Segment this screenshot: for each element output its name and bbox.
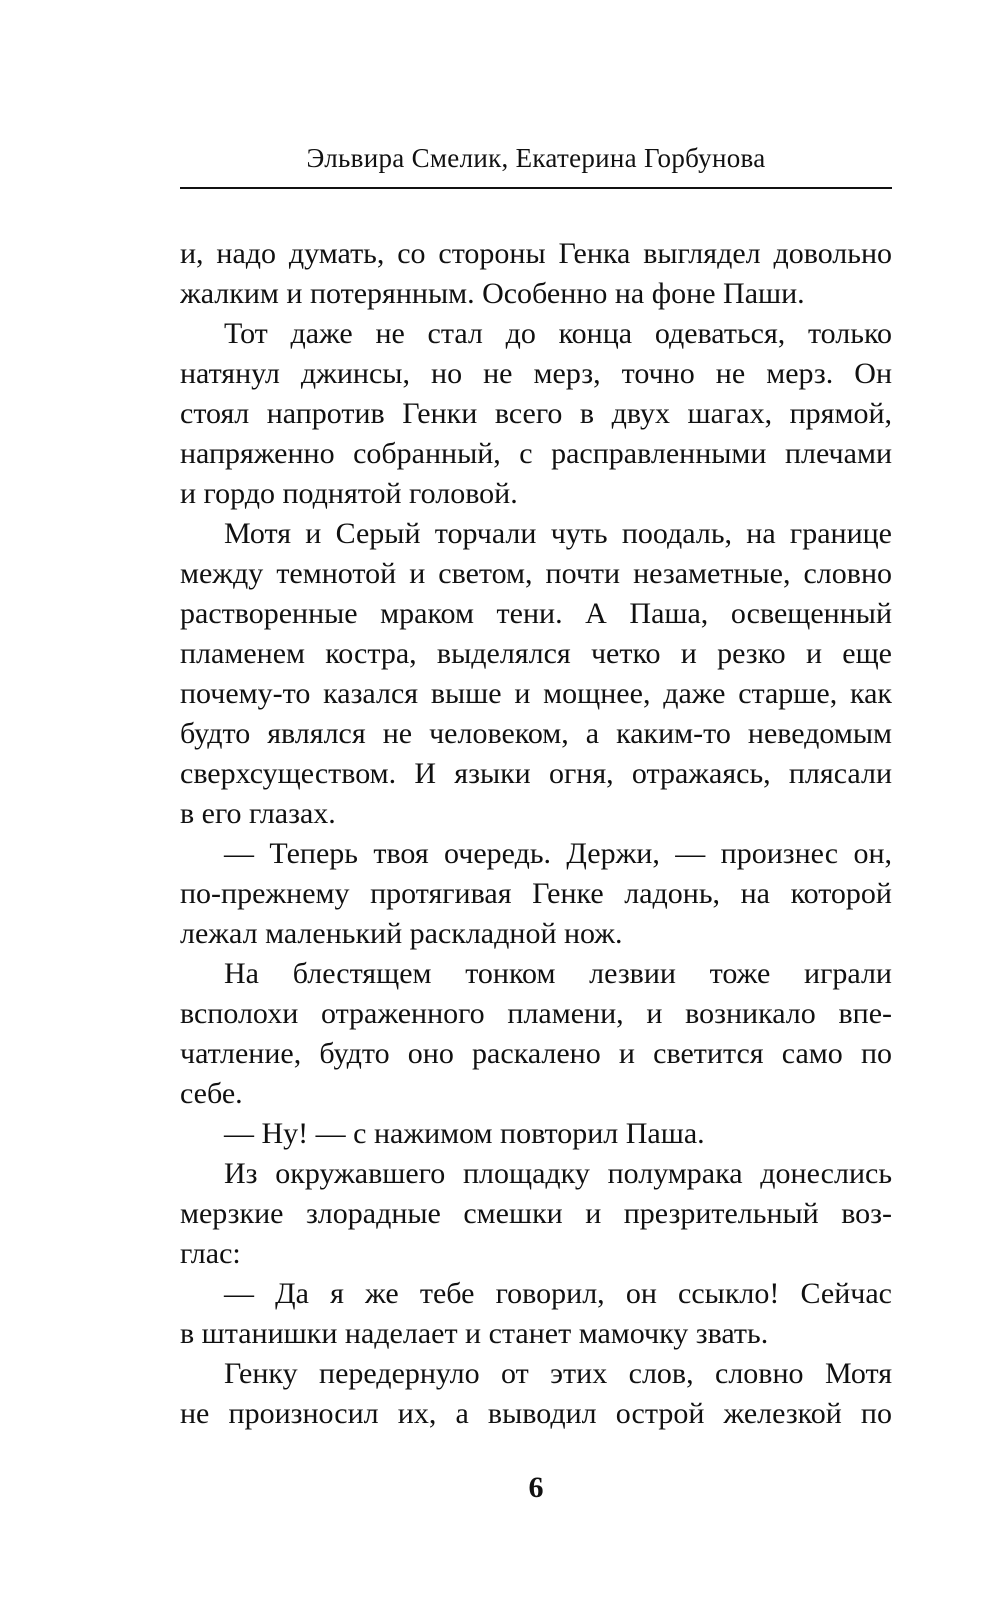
text-line: напряженно собранный, с расправленными плечами [180, 437, 892, 470]
text-line: не произносил их, а выводил острой железкой по [180, 1397, 892, 1430]
text-line: будто являлся не человеком, а каким-то неведомым [180, 717, 892, 750]
text-line: по-прежнему протягивая Генке ладонь, на которой [180, 877, 892, 910]
text-line: всполохи отраженного пламени, и возникало впе- [180, 997, 892, 1030]
text-line: лежал маленький раскладной нож. [180, 917, 623, 950]
text-line: глас: [180, 1237, 241, 1270]
text-line: мерзкие злорадные смешки и презрительный воз- [180, 1197, 892, 1230]
text-line: — Теперь твоя очередь. Держи, — произнес он, [224, 837, 892, 870]
text-line: и, надо думать, со стороны Генка выглядел довольно [180, 237, 892, 270]
text-line: себе. [180, 1077, 243, 1110]
text-line: почему-то казался выше и мощнее, даже старше, как [180, 677, 892, 710]
text-line: — Да я же тебе говорил, он ссыкло! Сейчас [224, 1277, 892, 1310]
text-line: и гордо поднятой головой. [180, 477, 518, 510]
running-header: Эльвира Смелик, Екатерина Горбунова [306, 143, 766, 173]
text-line: Из окружавшего площадку полумрака донеслись [224, 1157, 892, 1190]
text-line: Генку передернуло от этих слов, словно Мотя [224, 1357, 892, 1390]
text-line: натянул джинсы, но не мерз, точно не мерз. Он [180, 357, 892, 390]
header-rule [180, 187, 892, 189]
text-line: жалким и потерянным. Особенно на фоне Паши. [180, 277, 805, 310]
body-text [180, 234, 892, 1434]
text-line: — Ну! — с нажимом повторил Паша. [224, 1117, 705, 1150]
text-line: в его глазах. [180, 797, 336, 830]
text-line: На блестящем тонком лезвии тоже играли [224, 957, 892, 990]
text-line: сверхсуществом. И языки огня, отражаясь, плясали [180, 757, 892, 790]
text-line: чатление, будто оно раскалено и светится само по [180, 1037, 892, 1070]
page-number: 6 [528, 1471, 544, 1504]
text-line: Мотя и Серый торчали чуть поодаль, на границе [224, 517, 892, 550]
text-line: между темнотой и светом, почти незаметные, словно [180, 557, 892, 590]
text-line: Тот даже не стал до конца одеваться, только [224, 317, 892, 350]
text-line: пламенем костра, выделялся четко и резко и еще [180, 637, 892, 670]
text-line: в штанишки наделает и станет мамочку звать. [180, 1317, 769, 1350]
text-line: растворенные мраком тени. А Паша, освещенный [180, 597, 892, 630]
text-line: стоял напротив Генки всего в двух шагах, прямой, [180, 397, 892, 430]
